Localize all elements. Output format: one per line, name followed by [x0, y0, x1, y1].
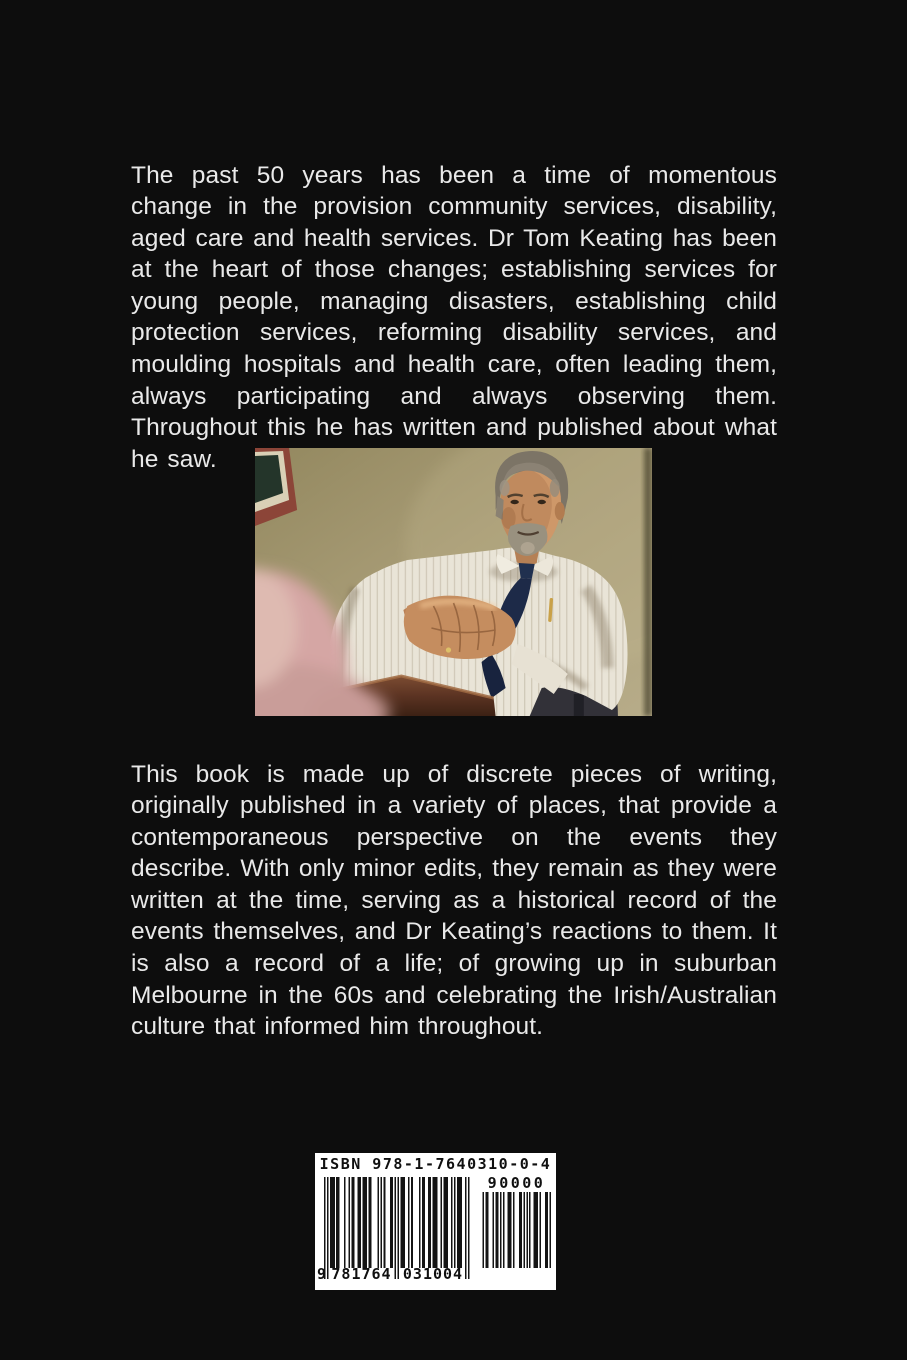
isbn-label: ISBN 978-1-7640310-0-4: [319, 1155, 552, 1173]
eye-right: [538, 500, 546, 504]
price-supplement-code: 90000: [487, 1174, 546, 1192]
wedding-ring: [446, 647, 451, 652]
ean13-digit-group-2: 031004: [402, 1265, 464, 1283]
ean13-digit-group-1: 781764: [331, 1265, 392, 1283]
eye-left: [510, 500, 518, 504]
blurb-paragraph-book: This book is made up of discrete pieces of writing, originally published in a variety of places, that provide a contemporaneous perspective on the events they describe. With only minor edits, they remain as they were written at the time, serving as a historical record of the events themselves, and Dr Keating’s reactions to them. It is also a record of a life; of growing up in suburban Melbourne in the 60s and celebrating the Irish/Australian culture that informed him throughout.: [131, 760, 777, 1041]
isbn-barcode: [315, 1153, 556, 1290]
author-photo-illustration: [255, 448, 652, 716]
ean13-lead-digit: 9: [316, 1265, 327, 1283]
ean5-supplement-bars: [481, 1192, 552, 1268]
author-photo: [255, 448, 652, 716]
ear: [555, 502, 565, 520]
blurb-paragraph-author: The past 50 years has been a time of momentous change in the provision community services, disability, aged care and health services. Dr Tom Keating has been at the heart of those changes; establishing services for young people, managing disasters, establishing child protection services, reforming disability services, and moulding hospitals and health care, often leading them, always participating and always observing them. Throughout this he has written and published about what he saw.: [131, 161, 777, 473]
